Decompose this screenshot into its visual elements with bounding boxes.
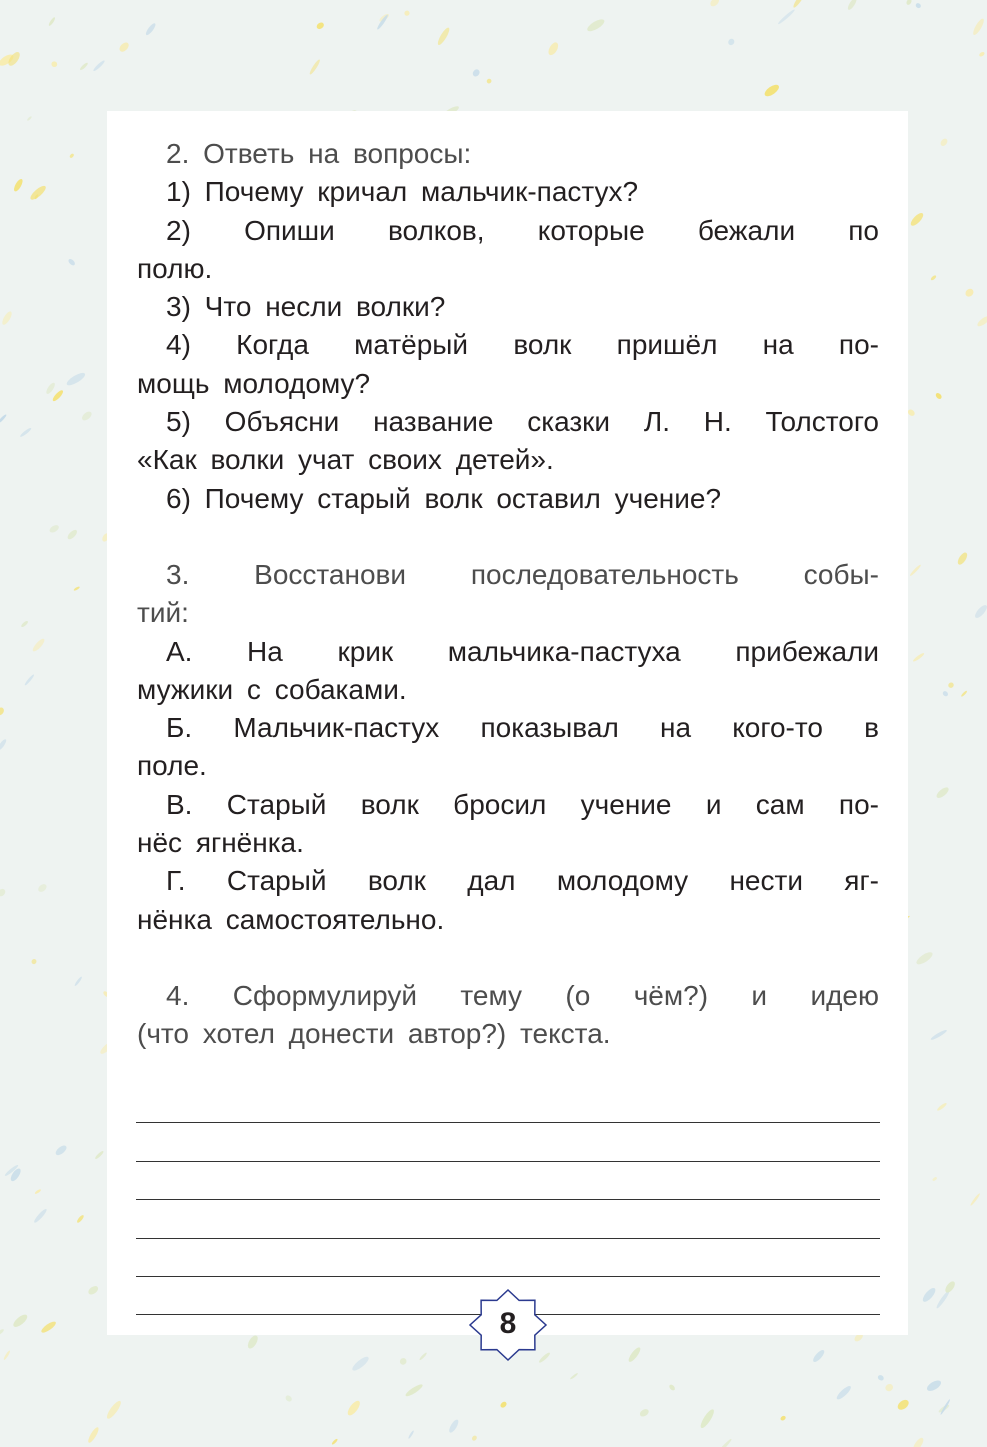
task-item-line: Г. Старый волк дал молодому нести яг- [166,865,879,897]
paint-splash [246,1334,260,1350]
paint-splash [105,1399,123,1420]
paint-splash [964,287,975,298]
paint-splash [33,1208,48,1224]
paint-splash [11,1313,29,1330]
paint-splash [471,68,481,78]
task-title-line: (что хотел донести автор?) текста. [137,1018,611,1050]
paint-splash [40,1320,58,1335]
paint-splash [715,1438,732,1447]
paint-splash [34,1189,41,1195]
paint-splash [350,1355,370,1373]
paint-splash [943,1280,956,1294]
paint-splash [94,1150,104,1160]
paint-splash [976,315,987,328]
paint-splash [12,178,24,193]
paint-splash [3,1350,11,1361]
paint-splash [31,958,38,965]
paint-splash [73,586,80,591]
paint-splash [915,950,935,967]
paint-splash [92,59,105,72]
paint-splash [448,1418,461,1434]
task-item-line: мощь молодому? [137,367,371,399]
paint-splash [67,258,76,267]
paint-splash [0,1328,5,1336]
paint-splash [69,153,75,159]
answer-line [136,1162,880,1200]
paint-splash [48,17,56,27]
paint-splash [24,674,35,687]
paint-splash [971,17,985,36]
paint-splash [27,116,33,122]
paint-splash [87,1284,100,1296]
paint-splash [66,528,78,540]
paint-splash [45,381,57,395]
paint-splash [54,1144,68,1157]
paint-splash [909,211,925,228]
task-item-line: В. Старый волк бросил учение и сам по- [166,788,879,820]
paint-splash [76,1214,85,1224]
paint-splash [907,408,916,417]
answer-line [136,1123,880,1161]
task-item-line: 1) Почему кричал мальчик-пастух? [166,176,639,208]
paint-splash [48,524,60,534]
paint-splash [930,1029,948,1041]
task-item-line: мужики с собаками. [137,673,407,705]
paint-splash [1,310,14,326]
paint-splash [792,0,805,9]
paint-splash [404,1383,424,1398]
answer-lines [136,1085,880,1315]
paint-splash [284,1394,293,1403]
answer-line [136,1239,880,1277]
paint-splash [912,652,925,663]
paint-splash [940,1399,951,1416]
paint-splash [668,1384,676,1392]
paint-splash [570,1372,579,1380]
paint-splash [315,21,325,30]
paint-splash [436,26,451,46]
paint-splash [471,1435,478,1442]
answer-line [136,1200,880,1238]
paint-splash [486,78,493,85]
paint-splash [970,1193,981,1207]
paint-splash [50,60,58,68]
tasks-text [137,135,879,1054]
paint-splash [942,690,949,697]
paint-splash [80,410,93,422]
paint-splash [960,690,967,697]
paint-splash [727,38,736,47]
paint-splash [639,1408,651,1419]
paint-splash [699,1408,717,1430]
paint-splash [118,41,131,54]
paint-splash [37,883,48,894]
page-number-badge [461,1285,555,1365]
paint-splash [973,603,987,619]
paint-splash [627,1346,642,1364]
paint-splash [87,1426,101,1444]
paint-splash [144,22,156,36]
paint-splash [408,1430,415,1439]
paint-splash [709,0,721,8]
paint-splash [308,59,321,76]
paint-splash [51,389,64,403]
task-item-line: 2) Опиши волков, которые бежали по [166,214,879,246]
task-item-line: нёс ягнёнка. [137,827,304,859]
task-item-line: А. На крик мальчика-пастуха прибежали [166,635,879,667]
paint-splash [331,1438,338,1445]
paint-splash [835,1384,853,1401]
paint-splash [0,706,5,717]
task-block [137,135,879,518]
paint-splash [777,8,796,25]
paint-splash [780,1415,787,1422]
paint-splash [65,371,87,388]
paint-splash [20,620,29,628]
paint-splash [499,1401,507,1409]
paint-splash [925,1378,942,1393]
task-item-line: Б. Мальчик-пастух показывал на кого-то в [166,712,879,744]
paint-splash [915,2,922,9]
task-item-line: «Как волки учат своих детей». [137,444,554,476]
paint-splash [905,0,912,6]
task-block [137,977,879,1054]
task-item-line: 4) Когда матёрый волк пришёл на по- [166,329,879,361]
task-title-line: 2. Ответь на вопросы: [166,138,472,169]
paint-splash [28,184,47,202]
page-number: 8 [499,1307,517,1340]
paint-splash [586,17,607,34]
task-item-line: 5) Объясни название сказки Л. Н. Толстого [166,406,879,438]
task-item-line: полю. [137,252,213,284]
paint-splash [19,427,32,438]
paint-splash [939,137,949,147]
paint-splash [935,786,950,800]
paint-splash [909,564,922,577]
paint-splash [935,392,943,400]
paint-splash [403,10,410,17]
paint-splash [936,1102,947,1112]
paint-splash [896,1398,911,1412]
task-title-line: тий: [137,597,189,629]
paint-splash [921,1286,938,1304]
paint-splash [0,738,8,751]
paint-splash [978,51,985,57]
task-item-line: 6) Почему старый волк оставил учение? [166,482,722,514]
paint-splash [399,1357,408,1366]
paint-splash [877,1374,885,1382]
task-title-line: 4. Сформулируй тему (о чём?) и идею [166,979,879,1011]
paint-splash [0,414,7,425]
paint-splash [0,887,7,897]
task-title-line: 3. Восстанови последовательность собы- [166,558,879,590]
paint-splash [846,0,858,11]
paint-splash [547,41,561,57]
paint-splash [811,1348,826,1363]
paint-splash [884,1383,894,1393]
paint-splash [31,637,46,653]
paint-splash [932,1176,938,1181]
paint-splash [930,275,937,282]
paint-splash [763,83,781,99]
paint-splash [419,1352,428,1361]
paint-splash [947,681,955,689]
paint-splash [74,976,83,987]
task-item-line: 3) Что несли волки? [166,291,446,323]
paint-splash [956,551,969,566]
paint-splash [346,1399,363,1417]
answer-line [136,1085,880,1123]
paint-splash [79,62,89,71]
task-block [137,556,879,939]
task-item-line: нёнка самостоятельно. [137,903,445,935]
paint-splash [911,1436,925,1447]
worksheet-page [107,111,908,1335]
task-item-line: поле. [137,750,207,782]
